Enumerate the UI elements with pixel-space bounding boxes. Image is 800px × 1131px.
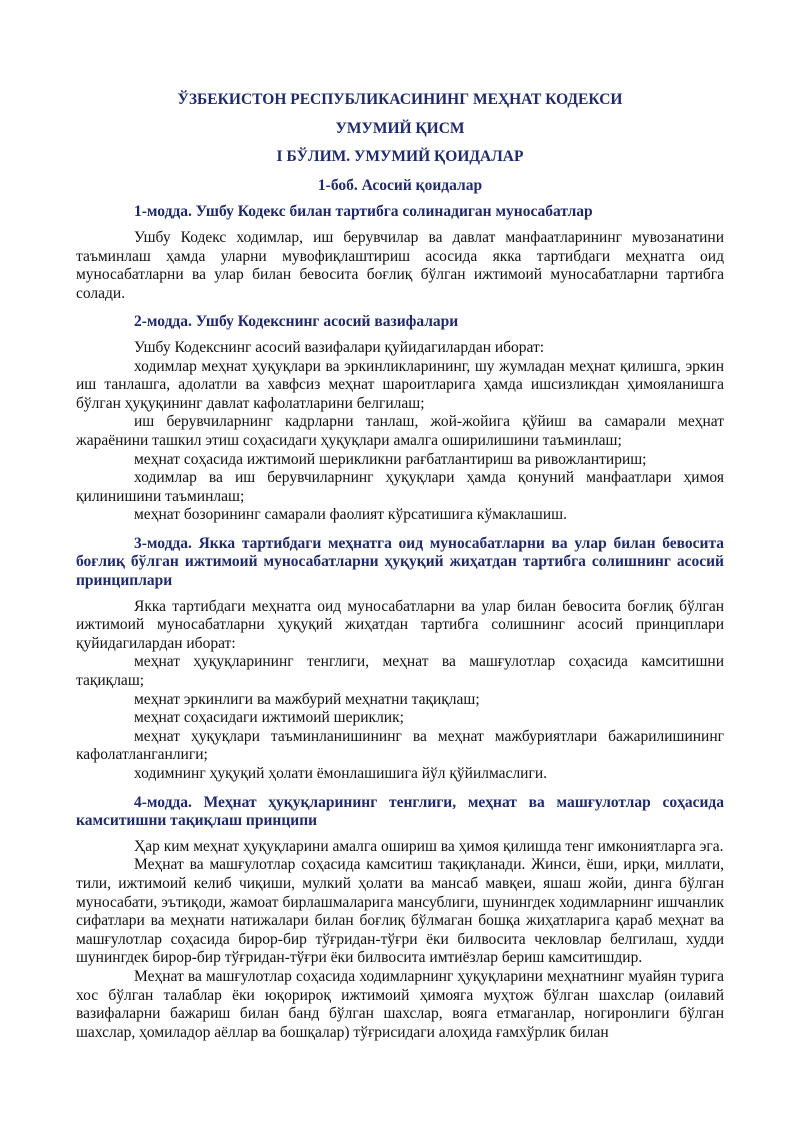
article-title: 3-модда. Якка тартибдаги меҳнатга оид муносабатларни ва улар билан бевосита боғлиқ бўлган ижтимоий муносабатларни ҳуқуқий жиҳатдан тартибга солишнинг асосий принциплари: [76, 534, 724, 590]
articles-container: [76, 203, 724, 1042]
article-paragraph: меҳнат соҳасида ижтимоий шерикликни рағбатлантириш ва ривожлантириш;: [134, 450, 647, 468]
article-title: 4-модда. Меҳнат ҳуқуқларининг тенглиги, меҳнат ва машғулотлар соҳасида камситишни тақиқлаш принципи: [76, 793, 724, 830]
article-paragraph: ходимлар меҳнат ҳуқуқлари ва эркинликларининг, шу жумладан меҳнат қилишга, эркин иш танлашга, адолатли ва хавфсиз меҳнат шароитларига ҳамда ишсизликдан ҳимояланишга бўлган ҳуқуқининг давлат кафолатларини белгилаш;: [76, 357, 724, 412]
part-heading: УМУМИЙ ҚИСМ: [335, 119, 465, 137]
chapter-heading: 1-боб. Асосий қоидалар: [317, 176, 483, 194]
article-paragraph: иш берувчиларнинг кадрларни танлаш, жой-жойига қўйиш ва самарали меҳнат жараёнини ташкил этиш соҳасидаги ҳуқуқлари амалга оширилишини таъминлаш;: [76, 413, 724, 449]
article-paragraph: меҳнат ҳуқуқларининг тенглиги, меҳнат ва машғулотлар соҳасида камситишни тақиқлаш;: [76, 653, 724, 690]
article: [76, 313, 724, 525]
article: [76, 203, 724, 303]
article-paragraph: меҳнат эркинлиги ва мажбурий меҳнатни тақиқлаш;: [134, 690, 480, 708]
article-paragraph: Меҳнат ва машғулотлар соҳасида ходимларнинг ҳуқуқларини меҳнатнинг муайян турига хос бўлган талаблар ёки юқорироқ ижтимоий ҳимояга муҳтож бўлган шахслар (оилавий вазифаларни бажариш билан банд бўлган шахслар, вояга етмаганлар, ногиронлиги бўлган шахслар, ҳомиладор аёллар ва бошқалар) тўғрисидаги алоҳида ғамхўрлик билан: [76, 967, 724, 1041]
section-heading: I БЎЛИМ. УМУМИЙ ҚОИДАЛАР: [276, 148, 524, 166]
article-title: 1-модда. Ушбу Кодекс билан тартибга солинадиган муносабатлар: [134, 203, 593, 221]
article-paragraph: ходимнинг ҳуқуқий ҳолати ёмонлашишига йўл қўйилмаслиги.: [134, 765, 547, 782]
article-paragraph: меҳнат соҳасидаги ижтимоий шериклик;: [134, 709, 404, 727]
article: [76, 794, 724, 1043]
article-paragraph: Меҳнат ва машғулотлар соҳасида камситиш тақиқланади. Жинси, ёши, ирқи, миллати, тили, ижтимоий келиб чиқиши, мулкий ҳолати ва мансаб мавқеи, яшаш жойи, динга бўлган муносабати, эътиқоди, жамоат бирлашмаларига мансублиги, шунингдек ходимларнинг ишчанлик сифатлари ва меҳнати натижалари билан боғлиқ бўлмаган бошқа жиҳатларига қараб меҳнат ва машғулотлар соҳасида бирор-бир тўғридан-тўғри ёки билвосита чекловлар белгилаш, худди шунингдек бирор-бир тўғридан-тўғри ёки билвосита имтиёзлар бериш камситишдир.: [76, 856, 724, 967]
article-paragraph: Ушбу Кодекснинг асосий вазифалари қуйидагилардан иборат:: [134, 338, 545, 356]
article: [76, 535, 724, 784]
article-paragraph: Ҳар ким меҳнат ҳуқуқларини амалга ошириш ва ҳимоя қилишда тенг имкониятларга эга.: [134, 837, 724, 855]
article-title: 2-модда. Ушбу Кодекснинг асосий вазифалари: [134, 313, 459, 331]
document-title: ЎЗБЕКИСТОН РЕСПУБЛИКАСИНИНГ МЕҲНАТ КОДЕКСИ: [177, 91, 623, 108]
article-paragraph: Якка тартибдаги меҳнатга оид муносабатларни ва улар билан бевосита боғлиқ бўлган ижтимоий муносабатларни ҳуқуқий жиҳатдан тартибга солишнинг асосий принциплари қуйидагилардан иборат:: [76, 597, 724, 652]
article-paragraph: меҳнат бозорининг самарали фаолият кўрсатишига кўмаклашиш.: [134, 506, 567, 524]
article-paragraph: меҳнат ҳуқуқлари таъминланишининг ва меҳнат мажбуриятлари бажарилишининг кафолатланганлиги;: [76, 727, 724, 764]
article-paragraph: ходимлар ва иш берувчиларнинг ҳуқуқлари ҳамда қонуний манфаатлари ҳимоя қилинишини таъминлаш;: [76, 469, 724, 505]
article-paragraph: Ушбу Кодекс ходимлар, иш берувчилар ва давлат манфаатларининг мувозанатини таъминлаш ҳамда уларни мувофиқлаштириш асосида якка тартибдаги меҳнатга оид муносабатларни ва улар билан бевосита боғлиқ бўлган ижтимоий муносабатларни тартибга солади.: [76, 228, 724, 302]
